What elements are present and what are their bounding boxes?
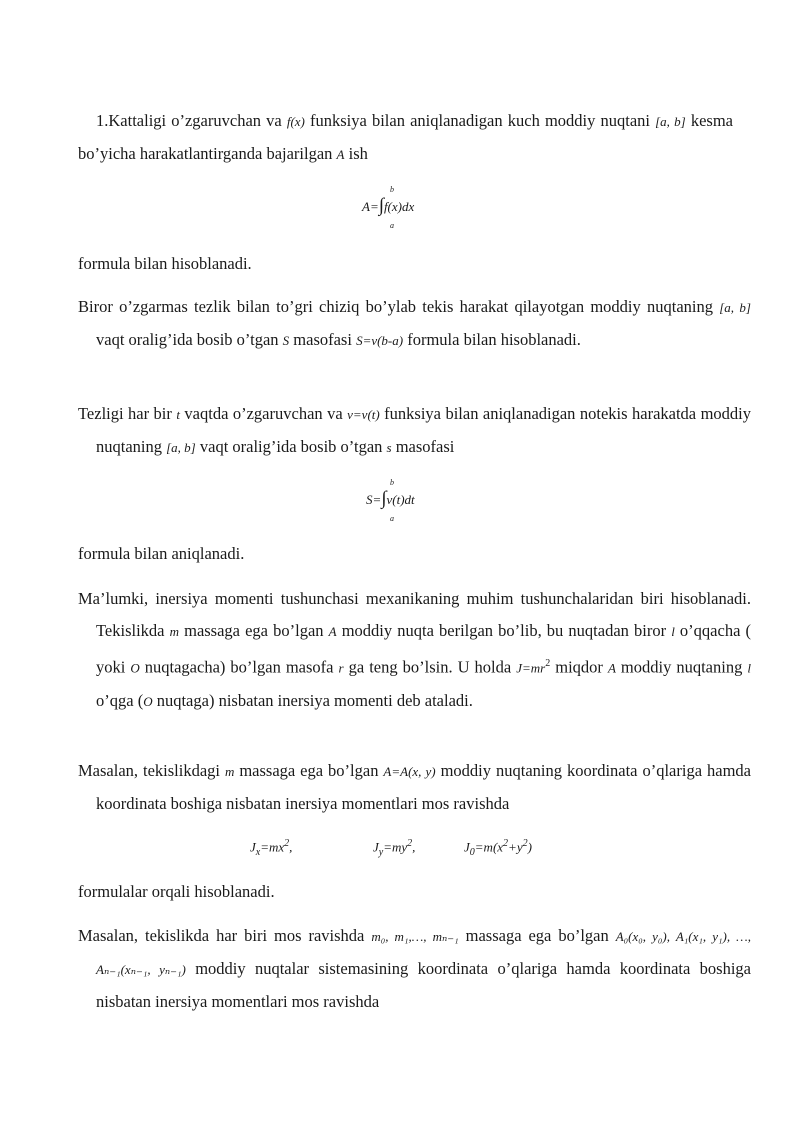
text: funksiya bilan aniqlanadigan notekis harakatda moddiy nuqtaning	[96, 404, 751, 456]
text: Tezligi har bir	[78, 404, 177, 423]
text: 1.Kattaligi o’zgaruvchan va	[96, 111, 287, 130]
symbol: J	[250, 839, 256, 855]
formula-distance-integral	[366, 478, 415, 523]
math-inline: v=v(t)	[347, 407, 380, 422]
text: miqdor	[550, 657, 608, 677]
math-inline: [a, b]	[655, 114, 686, 129]
integral-sign: ∫	[381, 488, 387, 509]
text: o’qga (	[96, 690, 144, 710]
superscript: 2	[522, 838, 528, 849]
superscript: 2	[284, 838, 290, 849]
math-inline: m	[224, 764, 235, 779]
text: Masalan, tekislikda har biri mos ravishda	[78, 926, 372, 945]
integral-upper-limit: b	[390, 478, 394, 487]
punctuation: )	[527, 839, 532, 855]
punctuation: ,	[289, 839, 293, 855]
formula-rhs: =my	[383, 839, 408, 855]
math-inline: r	[338, 660, 344, 676]
paragraph-uniform-motion	[78, 291, 751, 357]
text: ish	[344, 144, 368, 163]
punctuation: ,	[412, 839, 416, 855]
math-inline: O	[130, 660, 140, 676]
subscript: 0	[469, 846, 475, 858]
text: Masalan, tekislikdagi	[78, 761, 225, 780]
text: massaga ega bo’lgan	[458, 926, 616, 945]
formula-lhs: S=	[366, 492, 382, 507]
symbol: J	[464, 839, 470, 855]
superscript: 2	[407, 838, 413, 849]
formula-integrand: f(x)dx	[383, 199, 415, 214]
math-inline: A	[607, 660, 616, 676]
paragraph-formula-note	[78, 876, 733, 908]
text: massaga ega bo’lgan	[234, 761, 384, 780]
text: Biror o’zgarmas tezlik bilan to’gri chiziq bo’ylab tekis harakat qilayotgan moddiy nuqtaning	[78, 297, 720, 316]
formula-rhs: =m(x	[474, 839, 504, 855]
paragraph-formula-note	[78, 248, 733, 280]
formula-inertia-j0	[464, 838, 532, 858]
text: nuqtaga) nisbatan inersiya momenti deb ataladi.	[152, 690, 473, 710]
math-inline: O	[143, 693, 153, 709]
integral-lower-limit: a	[390, 221, 394, 230]
text: moddiy nuqta berilgan bo’lib, bu nuqtadan biror	[336, 621, 672, 640]
text: o’qqacha ( yoki	[96, 621, 752, 677]
math-inline: m	[169, 624, 179, 639]
paragraph-point-inertia	[78, 755, 751, 820]
formula-inertia-jx	[250, 838, 292, 858]
formula-work-integral	[362, 185, 415, 230]
text: formula bilan hisoblanadi.	[78, 254, 252, 273]
text: vaqtda o’zgaruvchan va	[179, 404, 348, 423]
math-inline: A	[336, 147, 345, 162]
math-inline: s	[386, 440, 392, 455]
superscript: 2	[545, 658, 551, 669]
math-inline: A₀(x₀, y₀), A₁(x₁, y₁), …, Aₙ₋₁(xₙ₋₁, yₙ₋₁)	[96, 929, 751, 977]
math-inline: m₀, m₁,…, mₙ₋₁	[371, 929, 459, 944]
text: moddiy nuqtaning koordinata o’qlariga hamda koordinata boshiga nisbatan inersiya momentlari mos ravishda	[96, 761, 751, 813]
formula-integrand: v(t)dt	[386, 492, 415, 507]
text: Ma’lumki, inersiya momenti tushunchasi mexanikaning muhim tushunchalaridan biri hisoblanadi. Tekislikda	[78, 589, 751, 640]
text: masofasi	[289, 330, 357, 349]
math-inline: A	[328, 624, 337, 639]
text: massaga ega bo’lgan	[179, 621, 329, 640]
text: ga teng bo’lsin. U holda	[343, 657, 517, 677]
math-inline: J=mr	[516, 660, 546, 676]
text: masofasi	[391, 437, 455, 456]
integral-upper-limit: b	[390, 185, 394, 194]
math-inline: A=A(x, y)	[383, 764, 436, 779]
text: funksiya bilan aniqlanadigan kuch moddiy nuqtani	[304, 111, 656, 130]
symbol: J	[373, 839, 379, 855]
math-inline: f(x)	[286, 114, 305, 129]
subscript: x	[255, 846, 261, 858]
text: nuqtagacha) bo’lgan masofa	[139, 657, 339, 677]
text: formulalar orqali hisoblanadi.	[78, 882, 275, 901]
math-inline: S	[282, 333, 290, 348]
paragraph-inertia-moment	[78, 583, 751, 718]
text: moddiy nuqtaning	[615, 657, 748, 677]
text: formula bilan aniqlanadi.	[78, 544, 245, 563]
math-inline: [a, b]	[166, 440, 196, 455]
formula-inertia-jy	[373, 838, 415, 858]
paragraph-system-inertia	[78, 920, 751, 1018]
paragraph-variable-motion	[78, 398, 751, 464]
formula-rhs: =mx	[260, 839, 285, 855]
text: moddiy nuqtalar sistemasining koordinata o’qlariga hamda koordinata boshiga nisbatan inersiya momentlari mos ravishda	[96, 959, 751, 1011]
formula-rhs: +y	[508, 839, 523, 855]
math-inline: l	[747, 660, 751, 676]
formula-lhs: A=	[362, 199, 379, 214]
text: kesma bo’yicha harakatlantirganda bajarilgan	[78, 111, 733, 163]
integral-sign: ∫	[378, 195, 384, 216]
text: vaqt oralig’ida bosib o’tgan	[96, 330, 283, 349]
math-inline: [a, b]	[719, 300, 751, 315]
text: vaqt oralig’ida bosib o’tgan	[195, 437, 387, 456]
math-inline: l	[671, 624, 675, 639]
math-inline: S=v(b-a)	[356, 333, 404, 348]
text: formula bilan hisoblanadi.	[403, 330, 581, 349]
subscript: y	[378, 846, 384, 858]
superscript: 2	[503, 838, 509, 849]
paragraph-work-definition	[78, 105, 733, 171]
integral-lower-limit: a	[390, 514, 394, 523]
math-inline: t	[176, 407, 180, 422]
paragraph-formula-note	[78, 538, 733, 570]
